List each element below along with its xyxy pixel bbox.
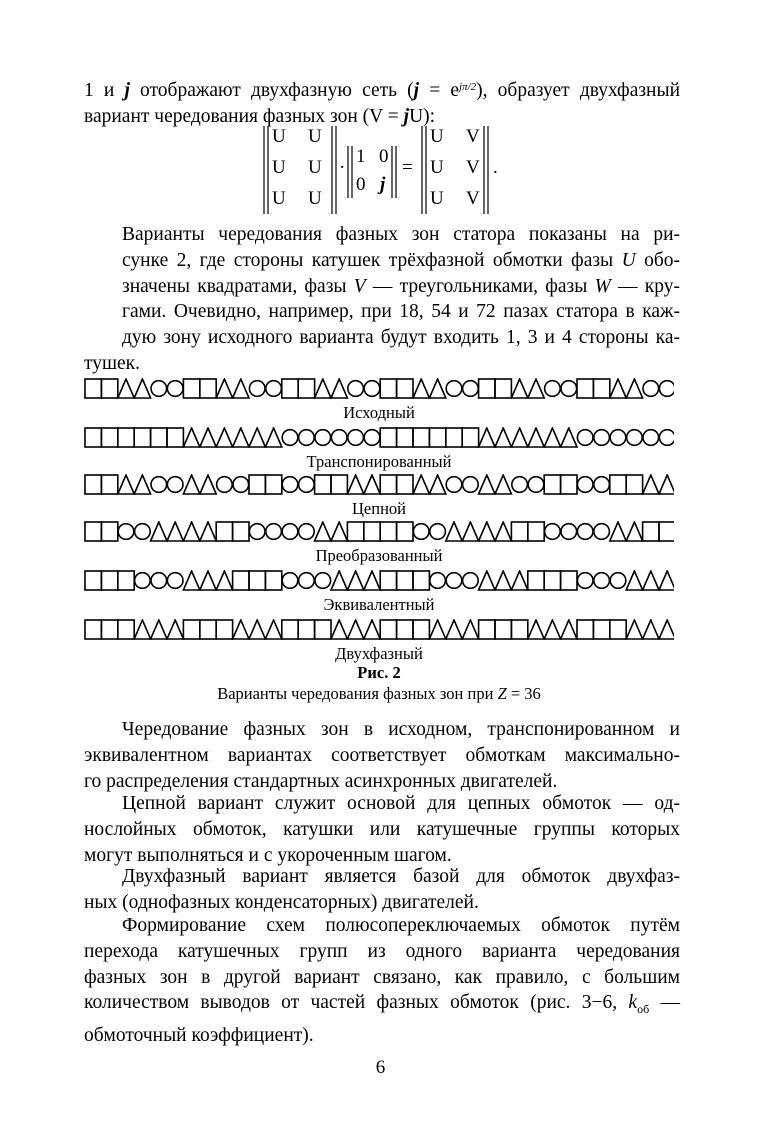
square-symbol — [298, 620, 314, 639]
square-symbol — [85, 379, 101, 398]
paragraph-3: Цепной вариант служит основой для цепных обмоток — од- нослойных обмоток, катушки или катушечные группы которых могут выполняться и с укороченным шагом. — [84, 793, 680, 866]
square-symbol — [118, 571, 134, 590]
circle-symbol — [151, 477, 167, 493]
circle-symbol — [282, 477, 298, 493]
triangle-symbol — [626, 522, 642, 541]
square-symbol — [397, 571, 413, 590]
circle-symbol — [299, 573, 315, 589]
circle-symbol — [545, 524, 561, 540]
circle-symbol — [610, 573, 626, 589]
square-symbol — [347, 522, 363, 541]
triangle-symbol — [216, 428, 232, 447]
square-symbol — [282, 379, 298, 398]
square-symbol — [315, 475, 331, 494]
square-symbol — [85, 475, 101, 494]
square-symbol — [216, 620, 232, 639]
triangle-symbol — [134, 379, 150, 398]
triangle-symbol — [462, 620, 478, 639]
triangle-symbol — [479, 522, 495, 541]
square-symbol — [462, 428, 478, 447]
triangle-symbol — [347, 620, 363, 639]
triangle-symbol — [233, 379, 249, 398]
square-symbol — [380, 571, 396, 590]
square-symbol — [446, 428, 462, 447]
square-symbol — [577, 620, 593, 639]
triangle-symbol — [233, 428, 249, 447]
triangle-symbol — [315, 379, 331, 398]
triangle-symbol — [659, 475, 674, 494]
phase-zone-row — [84, 570, 674, 592]
circle-symbol — [577, 524, 593, 540]
triangle-symbol — [511, 379, 527, 398]
square-symbol — [101, 379, 117, 398]
triangle-symbol — [364, 475, 380, 494]
circle-symbol — [512, 477, 528, 493]
square-symbol — [380, 620, 396, 639]
circle-symbol — [364, 430, 380, 446]
square-symbol — [380, 522, 396, 541]
square-symbol — [429, 428, 445, 447]
circle-symbol — [627, 430, 643, 446]
intro-line-2: вариант чередования фазных зон (V = jU): — [84, 106, 436, 127]
triangle-symbol — [643, 620, 659, 639]
matrix-equals: = — [402, 157, 413, 178]
square-symbol — [413, 571, 429, 590]
triangle-symbol — [495, 522, 511, 541]
square-symbol — [85, 571, 101, 590]
phase-zone-row — [84, 427, 674, 449]
square-symbol — [659, 522, 674, 541]
triangle-symbol — [429, 379, 445, 398]
triangle-symbol — [446, 522, 462, 541]
square-symbol — [85, 428, 101, 447]
triangle-symbol — [134, 475, 150, 494]
triangle-symbol — [347, 475, 363, 494]
circle-symbol — [577, 573, 593, 589]
paragraph-4: Двухфазный вариант является базой для обмоток двухфаз- ных (однофазных конденсаторных) двигателей. — [84, 866, 680, 913]
triangle-symbol — [315, 522, 331, 541]
triangle-symbol — [413, 475, 429, 494]
circle-symbol — [545, 381, 561, 397]
square-symbol — [364, 522, 380, 541]
triangle-symbol — [200, 571, 216, 590]
square-symbol — [511, 522, 527, 541]
circle-symbol — [446, 477, 462, 493]
circle-symbol — [249, 524, 265, 540]
circle-symbol — [364, 381, 380, 397]
square-symbol — [282, 620, 298, 639]
circle-symbol — [299, 430, 315, 446]
triangle-symbol — [561, 620, 577, 639]
square-symbol — [118, 620, 134, 639]
square-symbol — [397, 475, 413, 494]
square-symbol — [380, 379, 396, 398]
circle-symbol — [659, 381, 674, 397]
square-symbol — [593, 620, 609, 639]
triangle-symbol — [610, 379, 626, 398]
circle-symbol — [413, 524, 429, 540]
paragraph-1: Варианты чередования фазных зон статора показаны на ри- сунке 2, где стороны катушек трёхфазной обмотки фазы U обо- значены квадратами, фазы V — треугольниками, фазы W — кру- гами. Очевидно, например, при 18, 54 и 72 пазах статора в каж- дую зону исходного варианта будут входить 1, 3 и 4 стороны ка- тушек. — [84, 224, 680, 374]
square-symbol — [101, 571, 117, 590]
circle-symbol — [561, 381, 577, 397]
square-symbol — [495, 620, 511, 639]
square-symbol — [200, 379, 216, 398]
square-symbol — [265, 475, 281, 494]
triangle-symbol — [331, 379, 347, 398]
circle-symbol — [118, 524, 134, 540]
circle-symbol — [594, 524, 610, 540]
triangle-symbol — [413, 379, 429, 398]
triangle-symbol — [643, 571, 659, 590]
phase-zone-row-label: Транспонированный — [306, 452, 452, 471]
circle-symbol — [430, 573, 446, 589]
square-symbol — [528, 522, 544, 541]
square-symbol — [397, 428, 413, 447]
square-symbol — [233, 571, 249, 590]
triangle-symbol — [183, 475, 199, 494]
circle-symbol — [528, 477, 544, 493]
circle-symbol — [266, 381, 282, 397]
square-symbol — [380, 475, 396, 494]
triangle-symbol — [544, 428, 560, 447]
circle-symbol — [167, 381, 183, 397]
triangle-symbol — [479, 571, 495, 590]
phase-zone-row-label: Эквивалентный — [323, 595, 435, 614]
square-symbol — [610, 620, 626, 639]
square-symbol — [101, 620, 117, 639]
square-symbol — [249, 475, 265, 494]
triangle-symbol — [200, 428, 216, 447]
matrix-equation: U U U U U U · 1 0 0 j = U V U V U V . — [262, 124, 502, 216]
circle-symbol — [299, 477, 315, 493]
square-symbol — [200, 620, 216, 639]
triangle-symbol — [265, 620, 281, 639]
circle-symbol — [446, 573, 462, 589]
matrix-dot: · — [339, 157, 346, 178]
circle-symbol — [463, 477, 479, 493]
triangle-symbol — [118, 379, 134, 398]
square-symbol — [331, 475, 347, 494]
circle-symbol — [315, 573, 331, 589]
square-symbol — [298, 379, 314, 398]
circle-symbol — [463, 573, 479, 589]
circle-symbol — [331, 430, 347, 446]
phase-zone-row — [84, 521, 674, 543]
triangle-symbol — [528, 428, 544, 447]
square-symbol — [413, 620, 429, 639]
circle-symbol — [594, 430, 610, 446]
triangle-symbol — [495, 428, 511, 447]
triangle-symbol — [429, 475, 445, 494]
phase-zone-row — [84, 619, 674, 641]
intro-line-1: 1 и j отображают двухфазную сеть $(j = e^{j\pi/2})$, образует двухфазный — [84, 80, 681, 101]
triangle-symbol — [331, 522, 347, 541]
circle-symbol — [167, 477, 183, 493]
triangle-symbol — [216, 571, 232, 590]
triangle-symbol — [249, 428, 265, 447]
triangle-symbol — [118, 475, 134, 494]
triangle-symbol — [511, 571, 527, 590]
triangle-symbol — [528, 379, 544, 398]
circle-symbol — [266, 524, 282, 540]
triangle-symbol — [331, 620, 347, 639]
square-symbol — [265, 571, 281, 590]
circle-symbol — [594, 573, 610, 589]
square-symbol — [167, 428, 183, 447]
square-symbol — [183, 379, 199, 398]
square-symbol — [397, 379, 413, 398]
square-symbol — [479, 379, 495, 398]
phase-zone-row — [84, 474, 674, 496]
triangle-symbol — [511, 428, 527, 447]
triangle-symbol — [249, 620, 265, 639]
circle-symbol — [299, 524, 315, 540]
triangle-symbol — [364, 620, 380, 639]
circle-symbol — [430, 524, 446, 540]
square-symbol — [216, 522, 232, 541]
phase-zone-row — [84, 378, 674, 400]
triangle-symbol — [200, 475, 216, 494]
triangle-symbol — [216, 379, 232, 398]
square-symbol — [643, 522, 659, 541]
circle-symbol — [135, 524, 151, 540]
circle-symbol — [282, 524, 298, 540]
figure-caption-title: Рис. 2 — [357, 663, 401, 682]
square-symbol — [511, 620, 527, 639]
phase-zone-row-label: Исходный — [343, 403, 415, 422]
circle-symbol — [348, 381, 364, 397]
triangle-symbol — [659, 571, 674, 590]
triangle-symbol — [659, 620, 674, 639]
triangle-symbol — [643, 475, 659, 494]
triangle-symbol — [233, 620, 249, 639]
circle-symbol — [151, 381, 167, 397]
triangle-symbol — [183, 428, 199, 447]
circle-symbol — [135, 573, 151, 589]
circle-symbol — [348, 430, 364, 446]
triangle-symbol — [495, 571, 511, 590]
square-symbol — [101, 428, 117, 447]
square-symbol — [561, 571, 577, 590]
circle-symbol — [643, 430, 659, 446]
triangle-symbol — [610, 522, 626, 541]
triangle-symbol — [626, 571, 642, 590]
triangle-symbol — [364, 571, 380, 590]
square-symbol — [413, 428, 429, 447]
circle-symbol — [151, 573, 167, 589]
triangle-symbol — [626, 620, 642, 639]
square-symbol — [544, 571, 560, 590]
square-symbol — [397, 522, 413, 541]
triangle-symbol — [151, 522, 167, 541]
triangle-symbol — [200, 522, 216, 541]
triangle-symbol — [495, 475, 511, 494]
square-symbol — [183, 620, 199, 639]
matrix-period: . — [493, 157, 498, 178]
circle-symbol — [233, 477, 249, 493]
square-symbol — [101, 522, 117, 541]
circle-symbol — [463, 381, 479, 397]
square-symbol — [151, 428, 167, 447]
square-symbol — [544, 475, 560, 494]
triangle-symbol — [561, 428, 577, 447]
triangle-symbol — [528, 620, 544, 639]
circle-symbol — [217, 477, 233, 493]
circle-symbol — [249, 381, 265, 397]
circle-symbol — [282, 430, 298, 446]
triangle-symbol — [347, 571, 363, 590]
triangle-symbol — [544, 620, 560, 639]
square-symbol — [118, 428, 134, 447]
square-symbol — [397, 620, 413, 639]
square-symbol — [610, 475, 626, 494]
circle-symbol — [446, 381, 462, 397]
triangle-symbol — [446, 620, 462, 639]
circle-symbol — [610, 430, 626, 446]
circle-symbol — [659, 430, 674, 446]
square-symbol — [479, 620, 495, 639]
square-symbol — [85, 620, 101, 639]
circle-symbol — [577, 477, 593, 493]
triangle-symbol — [265, 428, 281, 447]
triangle-symbol — [151, 620, 167, 639]
triangle-symbol — [462, 522, 478, 541]
circle-symbol — [577, 430, 593, 446]
page-number: 6 — [375, 1057, 386, 1078]
phase-zone-row-label: Преобразованный — [315, 546, 443, 565]
triangle-symbol — [183, 522, 199, 541]
triangle-symbol — [479, 475, 495, 494]
circle-symbol — [594, 477, 610, 493]
triangle-symbol — [331, 571, 347, 590]
triangle-symbol — [167, 620, 183, 639]
square-symbol — [593, 379, 609, 398]
paragraph-2: Чередование фазных зон в исходном, транспонированном и эквивалентном вариантах соответствует обмоткам максимально- го распределения стандартных асинхронных двигателей. — [84, 719, 680, 792]
square-symbol — [249, 571, 265, 590]
phase-zone-row-label: Двухфазный — [335, 644, 423, 663]
circle-symbol — [167, 573, 183, 589]
square-symbol — [561, 475, 577, 494]
triangle-symbol — [167, 522, 183, 541]
square-symbol — [380, 428, 396, 447]
square-symbol — [233, 522, 249, 541]
square-symbol — [85, 522, 101, 541]
figure-caption: Варианты чередования фазных зон при Z = 36 — [217, 684, 541, 703]
square-symbol — [101, 475, 117, 494]
square-symbol — [626, 475, 642, 494]
circle-symbol — [315, 430, 331, 446]
circle-symbol — [643, 381, 659, 397]
circle-symbol — [561, 524, 577, 540]
triangle-symbol — [134, 620, 150, 639]
paragraph-5: Формирование схем полюсопереключаемых обмоток путём перехода катушечных групп из одного варианта чередования фазных зон в другой вариант связано, как правило, с большим количеством выводов от частей фазных обмоток (рис. 3−6, $k_{об}$ — обмоточный коэффициент). — [84, 915, 680, 1047]
phase-zone-row-label: Цепной — [352, 499, 406, 518]
triangle-symbol — [183, 571, 199, 590]
square-symbol — [134, 428, 150, 447]
circle-symbol — [282, 573, 298, 589]
square-symbol — [528, 571, 544, 590]
square-symbol — [495, 379, 511, 398]
triangle-symbol — [429, 620, 445, 639]
square-symbol — [315, 620, 331, 639]
square-symbol — [577, 379, 593, 398]
triangle-symbol — [479, 428, 495, 447]
triangle-symbol — [626, 379, 642, 398]
